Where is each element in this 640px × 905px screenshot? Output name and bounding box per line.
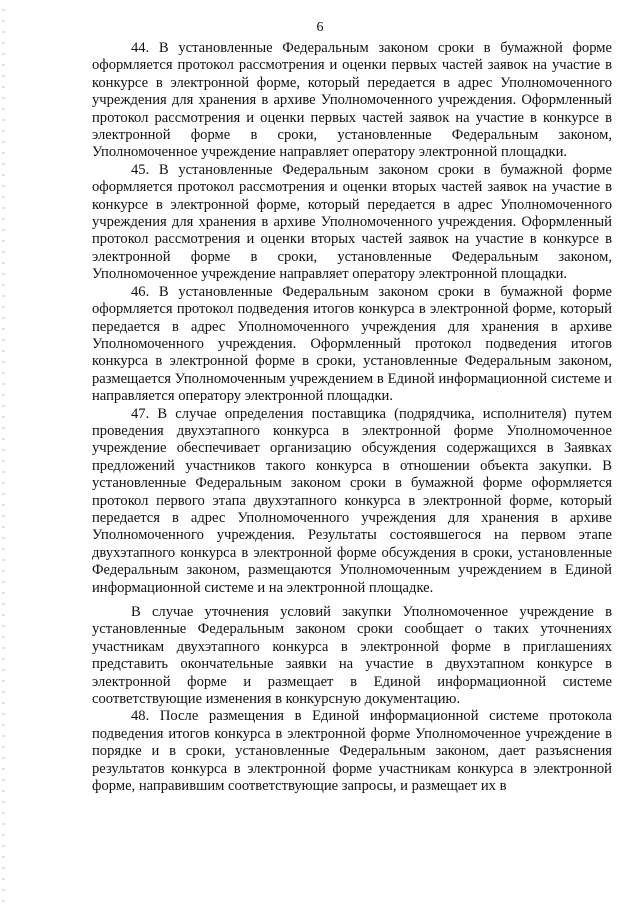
paragraph-48: 48. После размещения в Единой информационной системе протокола подведения итогов конкурса в электронной форме Уполномоченное учреждение в порядке и в сроки, установленные Федеральным законом, дает разъяснения результатов конкурса в электронной форме участникам конкурса в электронной форме, направившим соответствующие запросы, и размещает их в (92, 708, 612, 795)
document-body (92, 40, 612, 795)
paragraph-46: 46. В установленные Федеральным законом сроки в бумажной форме оформляется протокол подведения итогов конкурса в электронной форме, который передается в адрес Уполномоченного учреждения для хранения в архиве Уполномоченного учреждения. Оформленный протокол подведения итогов конкурса в электронной форме в сроки, установленные Федеральным законом, размещается Уполномоченным учреждением в Единой информационной системе и направляется оператору электронной площадки. (92, 283, 612, 405)
binding-edge-marks (2, 0, 5, 905)
paragraph-44: 44. В установленные Федеральным законом сроки в бумажной форме оформляется протокол рассмотрения и оценки первых частей заявок на участие в конкурсе в электронной форме, который передается в адрес Уполномоченного учреждения для хранения в архиве Уполномоченного учреждения. Оформленный протокол рассмотрения и оценки первых частей заявок на участие в конкурсе в электронной форме в сроки, установленные Федеральным законом, Уполномоченное учреждение направляет оператору электронной площадки. (92, 40, 612, 161)
page-number: 6 (316, 20, 324, 35)
paragraph-47-continuation: В случае уточнения условий закупки Уполномоченное учреждение в установленные Федеральным законом сроки сообщает о таких уточнениях участникам двухэтапного конкурса в электронной форме в приглашениях представить окончательные заявки на участие в двухэтапном конкурсе в электронной форме и размещает в Единой информационной системе соответствующие изменения в конкурсную документацию. (92, 604, 612, 708)
paragraph-47: 47. В случае определения поставщика (подрядчика, исполнителя) путем проведения двухэтапного конкурса в электронной форме Уполномоченное учреждение обеспечивает организацию обсуждения содержащихся в Заявках предложений участников такого конкурса в отношении объекта закупки. В установленные Федеральным законом сроки в бумажной форме оформляется протокол первого этапа двухэтапного конкурса в электронной форме, который передается в адрес Уполномоченного учреждения для хранения в архиве Уполномоченного учреждения. Результаты состоявшегося на первом этапе двухэтапного конкурса в электронной форме обсуждения в сроки, установленные Федеральным законом, размещаются Уполномоченным учреждением в Единой информационной системе и на электронной площадке. (92, 405, 612, 596)
paragraph-45: 45. В установленные Федеральным законом сроки в бумажной форме оформляется протокол рассмотрения и оценки вторых частей заявок на участие в конкурсе в электронной форме, который передается в адрес Уполномоченного учреждения для хранения в архиве Уполномоченного учреждения. Оформленный протокол рассмотрения и оценки вторых частей заявок на участие в конкурсе в электронной форме в сроки, установленные Федеральным законом, Уполномоченное учреждение направляет оператору электронной площадки. (92, 161, 612, 283)
